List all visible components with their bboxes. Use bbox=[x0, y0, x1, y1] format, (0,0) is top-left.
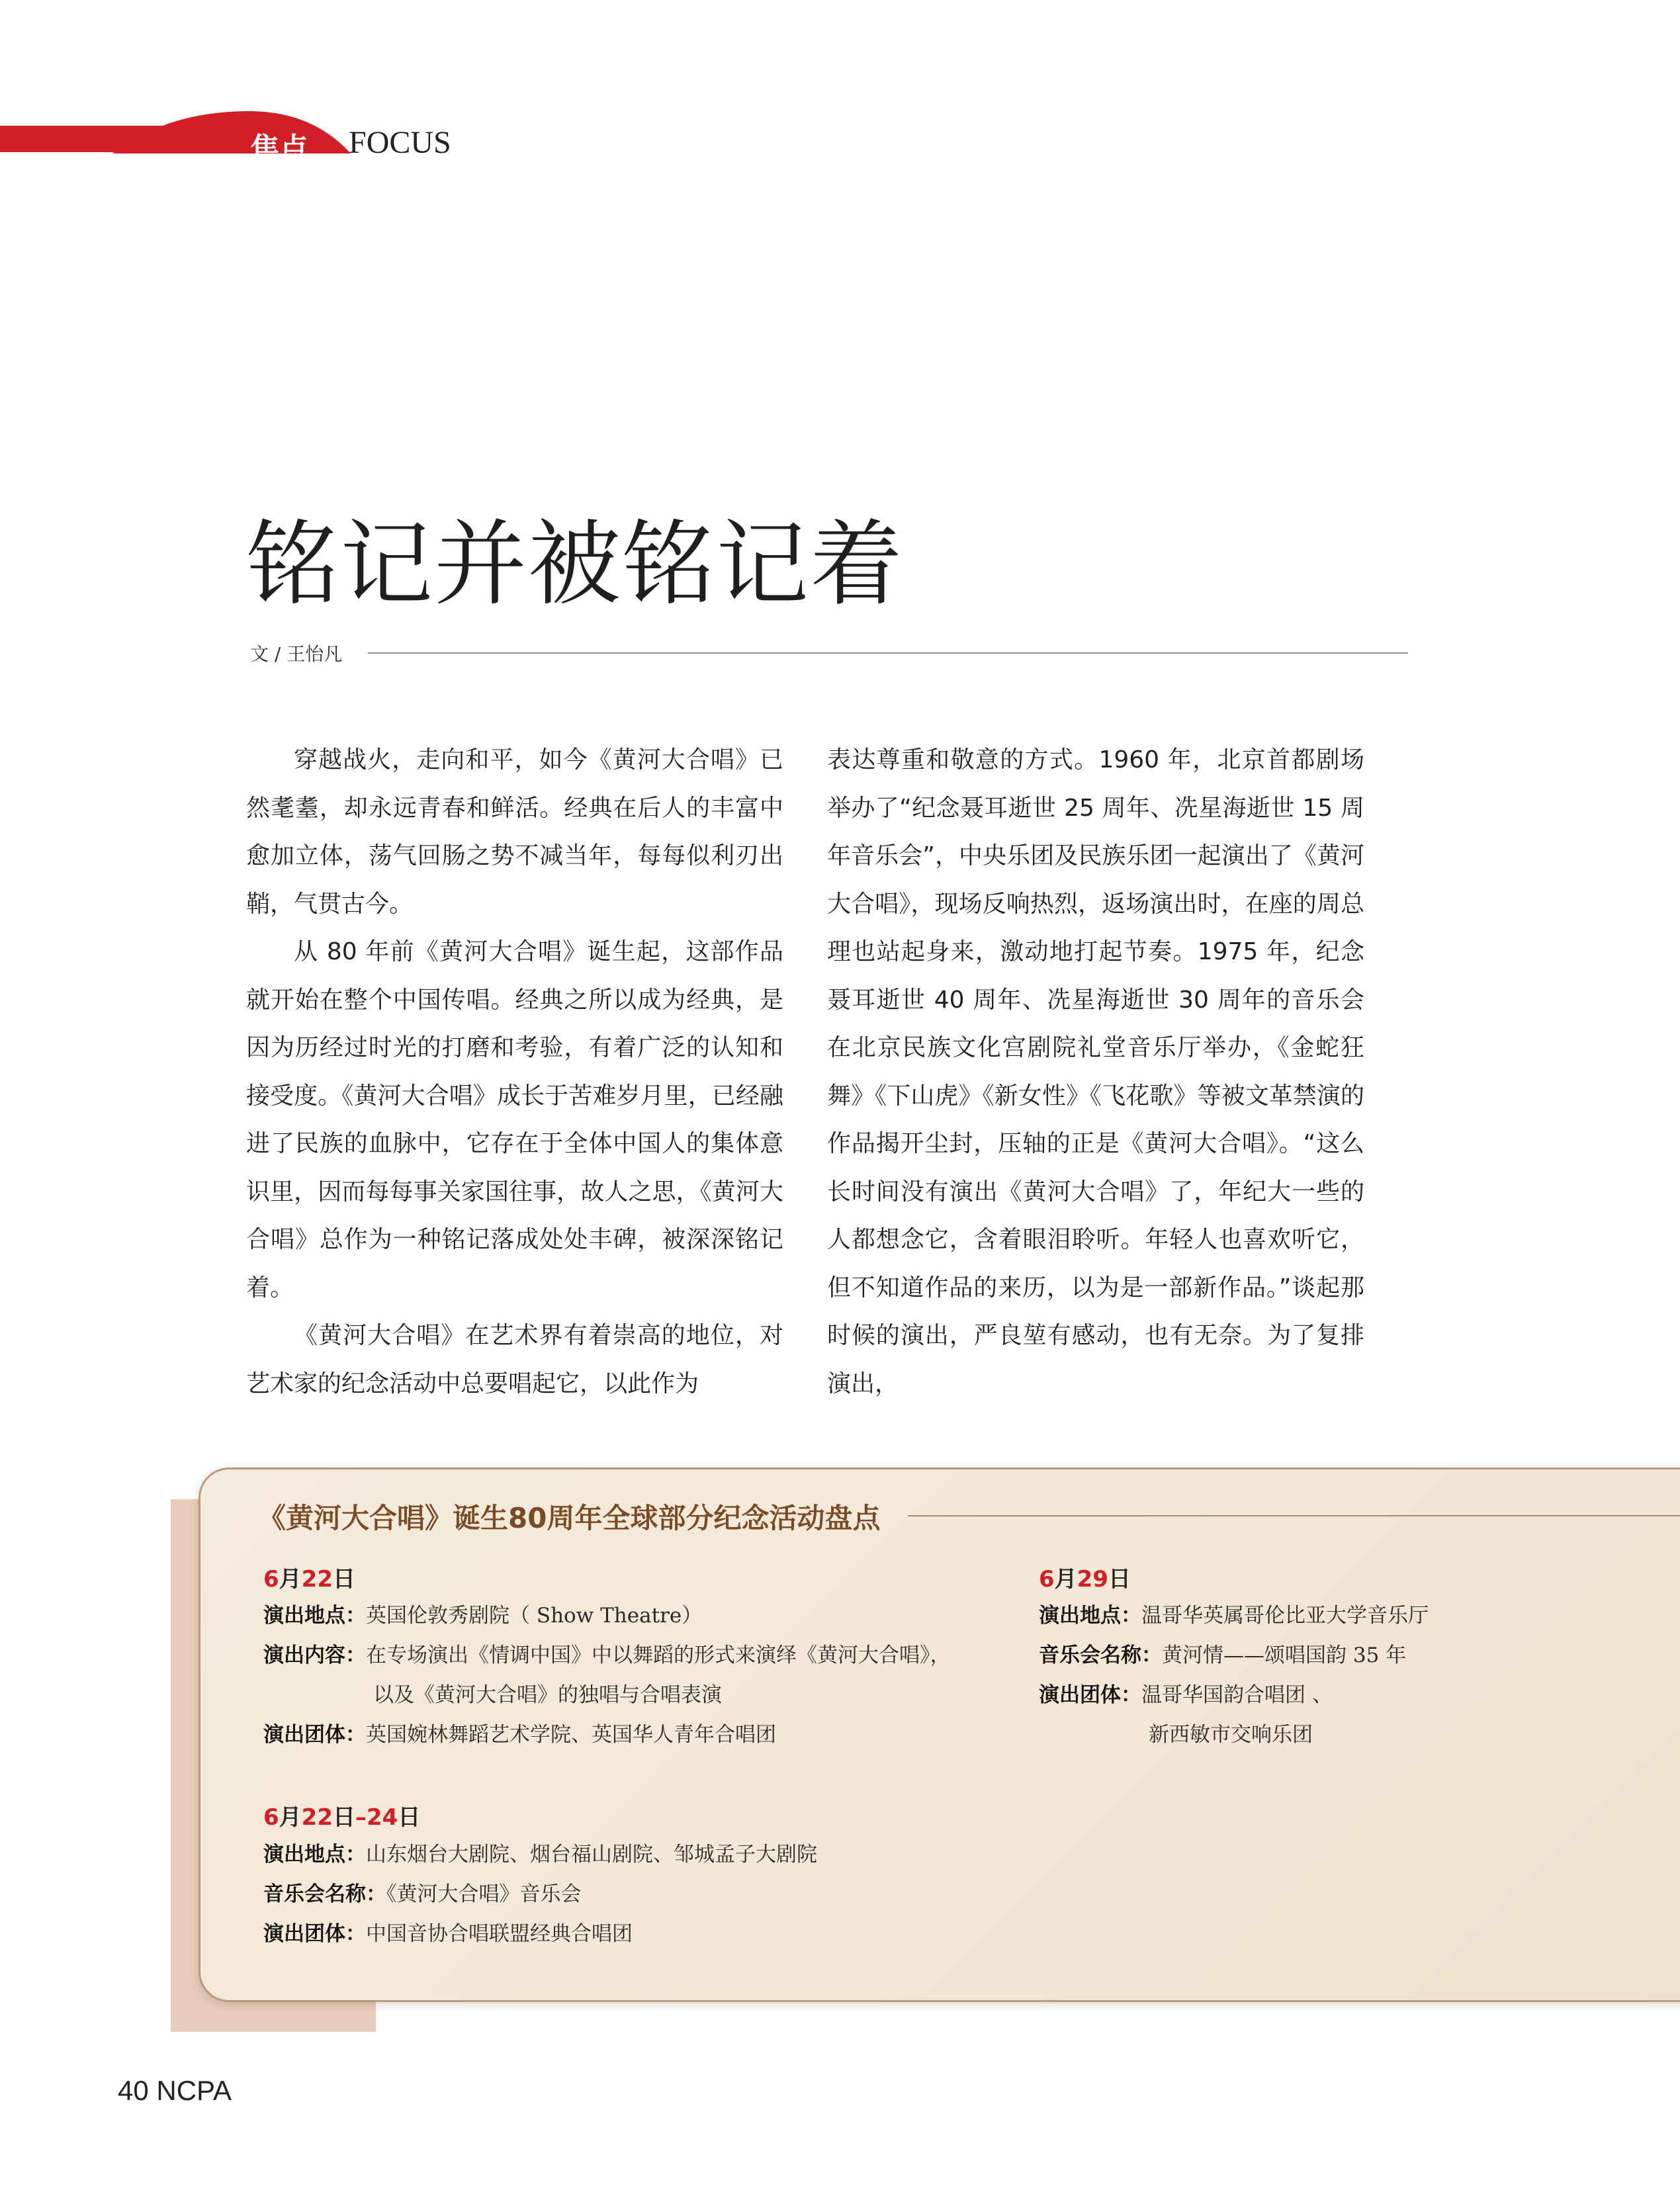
event-row-label: 演出地点： bbox=[1039, 1604, 1141, 1628]
article-paragraph: 从 80 年前《黄河大合唱》诞生起，这部作品就开始在整个中国传唱。经典之所以成为经典，是因为历经过时光的打磨和考验，有着广泛的认知和接受度。《黄河大合唱》成长于苦难岁月里，已经融进了民族的血脉中，它存在于全体中国人的集体意识里，因而每每事关家国往事，故人之思，《黄河大合唱》总作为一种铭记落成处处丰碑，被深深铭记着。 bbox=[246, 938, 783, 1301]
article-column-right bbox=[827, 736, 1364, 1408]
sidebar-title: 《黄河大合唱》诞生80周年全球部分纪念活动盘点 bbox=[258, 1502, 881, 1534]
event-row-label: 音乐会名称： bbox=[263, 1882, 386, 1906]
event-row-value: 中国音协合唱联盟经典合唱团 bbox=[366, 1922, 633, 1946]
event-row bbox=[263, 1841, 817, 1868]
event-row-value: 英国伦敦秀剧院（ Show Theatre） bbox=[366, 1604, 703, 1628]
magazine-name: NCPA bbox=[156, 2075, 232, 2106]
page-number: 40 bbox=[118, 2075, 149, 2106]
article-paragraph: 《黄河大合唱》在艺术界有着崇高的地位，对艺术家的纪念活动中总要唱起它，以此作为 bbox=[246, 1322, 783, 1397]
event-day-end-unit: 日 bbox=[398, 1804, 421, 1831]
event-month: 6 bbox=[263, 1566, 279, 1593]
page-footer bbox=[118, 2075, 232, 2107]
event-day-end: 24 bbox=[367, 1804, 398, 1831]
event-day-unit: 日 bbox=[1108, 1566, 1131, 1593]
event-row bbox=[263, 1920, 633, 1948]
event-day-unit: 日 bbox=[333, 1566, 355, 1593]
article-title: 铭记并被铭记着 bbox=[246, 510, 905, 619]
article-column-left bbox=[246, 736, 783, 1408]
event-row bbox=[263, 1602, 702, 1630]
event-row-value: 山东烟台大剧院、烟台福山剧院、邹城孟子大剧院 bbox=[366, 1843, 817, 1866]
event-row-label: 音乐会名称： bbox=[1039, 1643, 1162, 1667]
event-row-value: 在专场演出《情调中国》中以舞蹈的形式来演绎《黄河大合唱》， bbox=[366, 1643, 951, 1667]
header-arc-decoration bbox=[0, 0, 371, 159]
event-month-unit: 月 bbox=[1054, 1566, 1077, 1593]
event-row bbox=[263, 1880, 582, 1908]
event-row-value: 新西敏市交响乐团 bbox=[1149, 1723, 1313, 1747]
event-date bbox=[263, 1799, 420, 1831]
sidebar-title-divider bbox=[908, 1515, 1680, 1516]
article-paragraph: 穿越战火，走向和平，如今《黄河大合唱》已然耄耋，却永远青春和鲜活。经典在后人的丰富中愈加立体，荡气回肠之势不减当年，每每似利刃出鞘，气贯古今。 bbox=[246, 746, 783, 918]
event-row-value: 以及《黄河大合唱》的独唱与合唱表演 bbox=[373, 1683, 722, 1707]
event-row-label: 演出团体： bbox=[263, 1922, 366, 1946]
event-month-unit: 月 bbox=[279, 1566, 302, 1593]
event-range-separator: – bbox=[355, 1804, 367, 1831]
event-date bbox=[263, 1561, 355, 1593]
event-row-label: 演出内容： bbox=[263, 1643, 366, 1667]
event-row bbox=[1039, 1641, 1406, 1669]
event-date bbox=[1039, 1561, 1131, 1593]
event-month: 6 bbox=[263, 1804, 279, 1831]
event-row bbox=[1149, 1721, 1313, 1749]
event-row bbox=[1039, 1602, 1429, 1630]
event-day-unit: 日 bbox=[333, 1804, 355, 1831]
event-row bbox=[1039, 1681, 1333, 1709]
article-paragraph: 表达尊重和敬意的方式。1960 年，北京首都剧场举办了“纪念聂耳逝世 25 周年、冼星海逝世 15 周年音乐会”，中央乐团及民族乐团一起演出了《黄河大合唱》，现场反响热烈，返场演出时，在座的周总理也站起身来，激动地打起节奏。1975 年，纪念聂耳逝世 40 周年、冼星海逝世 30 周年的音乐会在北京民族文化宫剧院礼堂音乐厅举办，《金蛇狂舞》《下山虎》《新女性》《飞花歌》等被文革禁演的作品揭开尘封，压轴的正是《黄河大合唱》。“这么长时间没有演出《黄河大合唱》了，年纪大一些的人都想念它，含着眼泪聆听。年轻人也喜欢听它，但不知道作品的来历，以为是一部新作品。”谈起那时候的演出，严良堃有感动，也有无奈。为了复排演出， bbox=[827, 746, 1364, 1397]
event-row bbox=[373, 1681, 722, 1709]
event-day: 29 bbox=[1077, 1566, 1108, 1593]
event-row-value: 温哥华国韵合唱团 、 bbox=[1141, 1683, 1333, 1707]
event-row-value: 《黄河大合唱》音乐会 bbox=[386, 1882, 582, 1906]
event-row-value: 英国婉林舞蹈艺术学院、英国华人青年合唱团 bbox=[366, 1723, 776, 1747]
event-month-unit: 月 bbox=[279, 1804, 302, 1831]
event-row-label: 演出地点： bbox=[263, 1843, 366, 1866]
event-row-value: 黄河情——颂唱国韵 35 年 bbox=[1162, 1643, 1407, 1667]
event-row bbox=[263, 1641, 951, 1669]
event-row bbox=[263, 1721, 776, 1749]
section-label-cn: 焦点 bbox=[250, 132, 308, 165]
event-row-label: 演出团体： bbox=[1039, 1683, 1141, 1707]
article-byline: 文 / 王怡凡 bbox=[250, 643, 343, 665]
event-row-value: 温哥华英属哥伦比亚大学音乐厅 bbox=[1141, 1604, 1429, 1628]
event-row-label: 演出团体： bbox=[263, 1723, 366, 1747]
byline-divider bbox=[368, 652, 1408, 654]
section-label-en: FOCUS bbox=[349, 125, 451, 160]
event-row-label: 演出地点： bbox=[263, 1604, 366, 1628]
event-month: 6 bbox=[1039, 1566, 1055, 1593]
event-day: 22 bbox=[301, 1566, 333, 1593]
event-day: 22 bbox=[301, 1804, 333, 1831]
